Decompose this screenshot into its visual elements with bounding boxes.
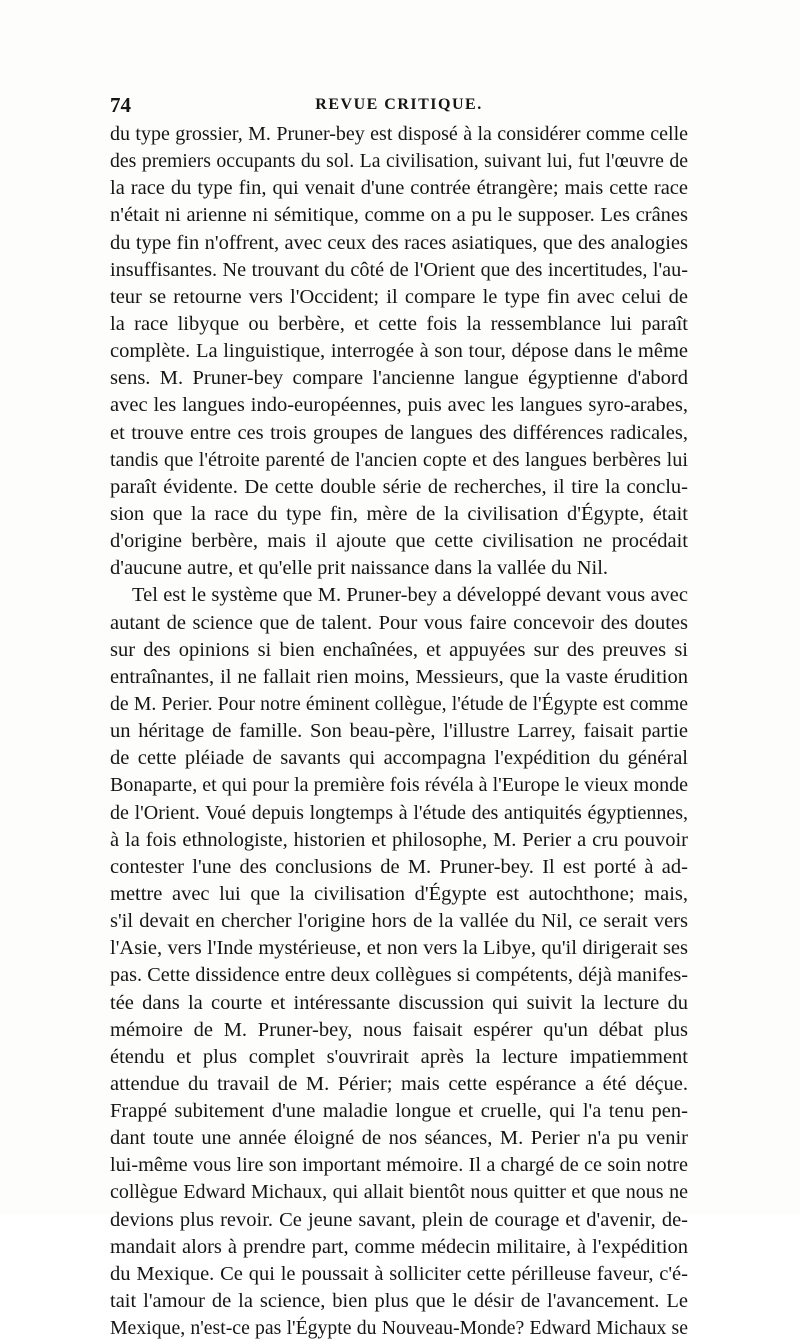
text-line: tait l'amour de la science, bien plus que le désir de l'avancement. Le [110,1290,688,1313]
page-header [110,92,688,118]
text-line: et trouve entre ces trois groupes de langues des différences radicales, [110,421,688,444]
text-line: tée dans la courte et intéressante discussion qui suivit la lecture du [110,991,688,1014]
text-line: sens. M. Pruner-bey compare l'ancienne langue égyptienne d'abord [110,367,688,390]
body-text [110,121,688,1342]
text-line: Mexique, n'est-ce pas l'Égypte du Nouveau-Monde? Edward Michaux se [110,1317,688,1340]
text-line: du type grossier, M. Pruner-bey est disposé à la considérer comme celle [110,123,688,145]
text-line: la race du type fin, qui venait d'une contrée étrangère; mais cette race [110,177,688,200]
text-line: d'aucune autre, et qu'elle prit naissance dans la vallée du Nil. [110,557,609,580]
text-line: paraît évidente. De cette double série de recherches, il tire la conclu- [110,475,688,498]
text-line: sion que la race du type fin, mère de la civilisation d'Égypte, était [110,502,688,525]
text-line: avec les langues indo-européennes, puis avec les langues syro-arabes, [110,394,688,417]
text-line: un héritage de famille. Son beau-père, l'illustre Larrey, faisait partie [110,720,688,743]
text-line: insuffisantes. Ne trouvant du côté de l'Orient que des incertitudes, l'au- [110,258,688,281]
text-line: à la fois ethnologiste, historien et philosophe, M. Perier a cru pouvoir [110,828,688,851]
text-line: lui-même vous lire son important mémoire. Il a chargé de ce soin notre [110,1154,688,1177]
text-line: autant de science que de talent. Pour vous faire concevoir des doutes [110,611,688,634]
text-line: de l'Orient. Voué depuis longtemps à l'étude des antiquités égyptiennes, [110,801,688,824]
text-line: n'était ni arienne ni sémitique, comme on a pu le supposer. Les crânes [110,204,688,227]
text-line: Bonaparte, et qui pour la première fois révéla à l'Europe le vieux monde [110,774,688,797]
text-line: attendue du travail de M. Périer; mais cette espérance a été déçue. [110,1072,688,1095]
text-line: complète. La linguistique, interrogée à son tour, dépose dans le même [110,340,688,363]
text-line: tandis que l'étroite parenté de l'ancien copte et des langues berbères lui [110,448,688,471]
text-line: devions plus revoir. Ce jeune savant, plein de courage et d'avenir, de- [110,1208,688,1231]
text-line: du Mexique. Ce qui le poussait à solliciter cette périlleuse faveur, c'é- [110,1262,688,1285]
text-line: mémoire de M. Pruner-bey, nous faisait espérer qu'un débat plus [110,1018,688,1041]
page-number: 74 [110,93,131,117]
text-line: étendu et plus complet s'ouvrirait après la lecture impatiemment [110,1045,688,1068]
text-line: pas. Cette dissidence entre deux collègues si compétents, déjà manifes- [110,964,688,987]
text-line: la race libyque ou berbère, et cette fois la ressemblance lui paraît [110,312,688,335]
text-line: teur se retourne vers l'Occident; il compare le type fin avec celui de [110,285,688,308]
text-line: collègue Edward Michaux, qui allait bientôt nous quitter et que nous ne [110,1181,688,1204]
text-line: mandait alors à prendre part, comme médecin militaire, à l'expédition [110,1235,688,1258]
text-line: s'il devait en chercher l'origine hors de la vallée du Nil, ce serait vers [110,910,688,933]
text-line: des premiers occupants du sol. La civilisation, suivant lui, fut l'œuvre de [110,150,688,173]
text-line: contester l'une des conclusions de M. Pruner-bey. Il est porté à ad- [110,855,688,878]
text-line: l'Asie, vers l'Inde mystérieuse, et non vers la Libye, qu'il dirigerait ses [110,937,688,960]
text-line: entraînantes, il ne fallait rien moins, Messieurs, que la vaste érudition [110,665,688,688]
text-line: de M. Perier. Pour notre éminent collègue, l'étude de l'Égypte est comme [110,692,688,715]
text-line: Frappé subitement d'une maladie longue et cruelle, qui l'a tenu pen- [110,1100,688,1123]
text-line: du type fin n'offrent, avec ceux des races asiatiques, que des analogies [110,231,688,254]
running-head: REVUE CRITIQUE. [315,96,483,113]
text-line: mettre avec lui que la civilisation d'Égypte est autochthone; mais, [110,882,688,905]
text-line: dant toute une année éloigné de nos séances, M. Perier n'a pu venir [110,1127,688,1150]
text-line: sur des opinions si bien enchaînées, et appuyées sur des preuves si [110,638,688,661]
text-line: d'origine berbère, mais il ajoute que cette civilisation ne procédait [110,530,688,553]
text-line: de cette pléiade de savants qui accompagna l'expédition du général [110,747,688,770]
text-line: Tel est le système que M. Pruner-bey a développé devant vous avec [132,584,688,607]
